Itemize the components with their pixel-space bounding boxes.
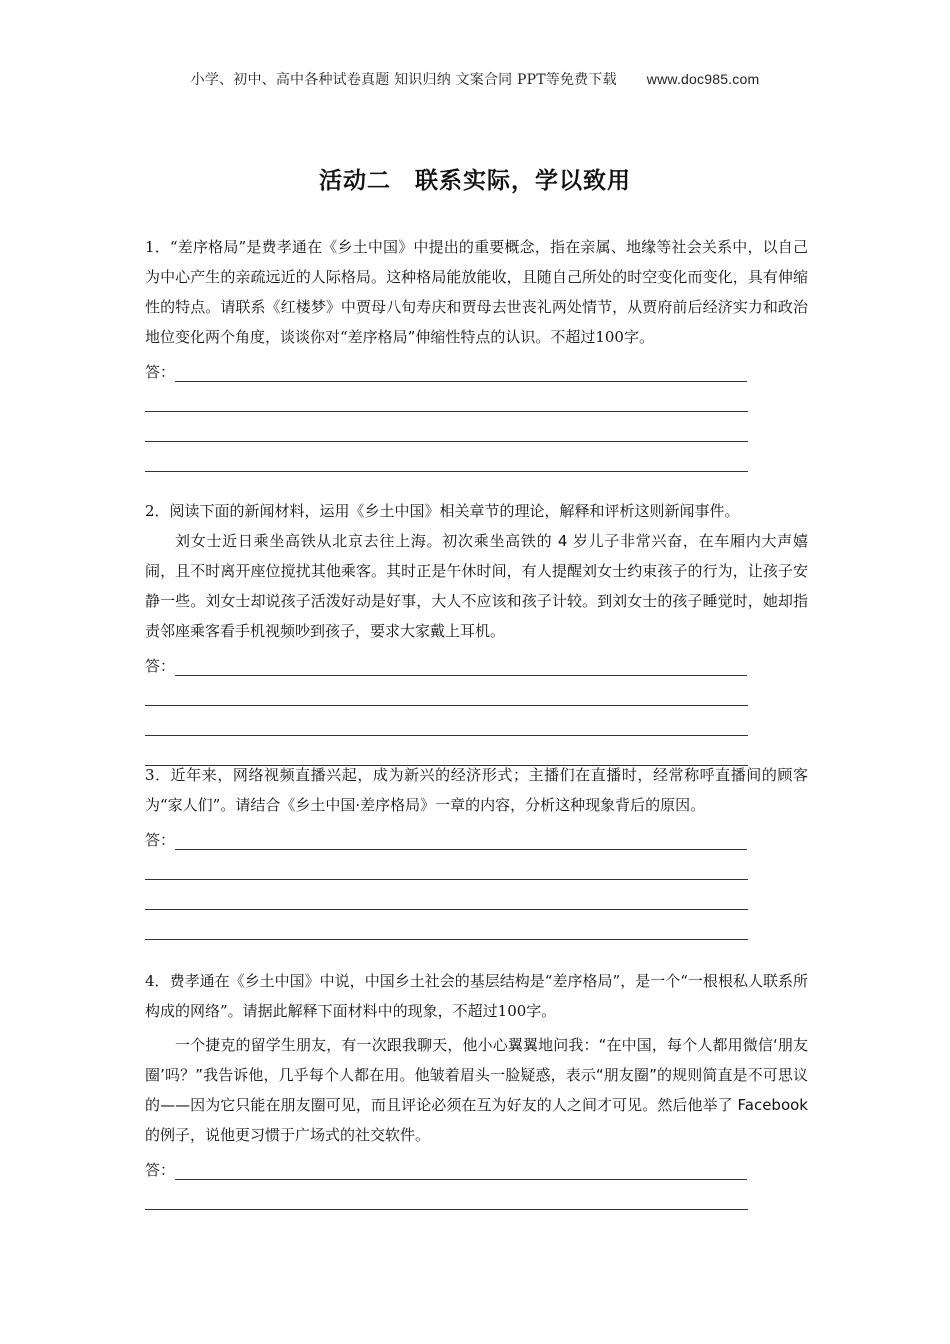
answer-blank[interactable] [145, 412, 748, 442]
answer-blank[interactable] [145, 676, 748, 706]
question-3 [145, 760, 808, 940]
answer-blank[interactable] [145, 850, 748, 880]
answer-blank[interactable] [175, 361, 747, 382]
answer-blank[interactable] [175, 655, 747, 676]
header-text: 小学、初中、高中各种试卷真题 知识归纳 文案合同 PPT等免费下载 [190, 72, 617, 88]
answer-line [145, 352, 808, 382]
answer-blank[interactable] [145, 442, 748, 472]
answer-blank[interactable] [145, 706, 748, 736]
answer-label: 答： [145, 657, 176, 675]
page-header [0, 69, 950, 89]
question-2 [145, 496, 808, 766]
question-prompt: 1．“差序格局”是费孝通在《乡土中国》中提出的重要概念，指在亲属、地缘等社会关系中，以自己为中心产生的亲疏远近的人际格局。这种格局能放能收，且随自己所处的时空变化而变化，具有伸缩性的特点。请联系《红楼梦》中贾母八旬寿庆和贾母去世丧礼两处情节，从贾府前后经济实力和政治地位变化两个角度，谈谈你对“差序格局”伸缩性特点的认识。不超过100字。 [145, 238, 808, 346]
answer-blank[interactable] [145, 910, 748, 940]
answer-label: 答： [145, 363, 176, 381]
question-1 [145, 232, 808, 472]
answer-blank[interactable] [145, 382, 748, 412]
material-passage: 一个捷克的留学生朋友，有一次跟我聊天，他小心翼翼地问我：“在中国，每个人都用微信‘朋友圈’吗？”我告诉他，几乎每个人都在用。他皱着眉头一脸疑惑，表示“朋友圈”的规则简直是不可思议的——因为它只能在朋友圈可见，而且评论必须在互为好友的人之间才可见。然后他举了 Facebook 的例子，说他更习惯于广场式的社交软件。 [145, 1036, 808, 1144]
header-site: www.doc985.com [646, 71, 760, 87]
question-prompt: 2．阅读下面的新闻材料，运用《乡土中国》相关章节的理论，解释和评析这则新闻事件。 [145, 502, 740, 520]
question-prompt: 3．近年来，网络视频直播兴起，成为新兴的经济形式；主播们在直播时，经常称呼直播间的顾客为“家人们”。请结合《乡土中国·差序格局》一章的内容，分析这种现象背后的原因。 [145, 766, 808, 814]
answer-blank[interactable] [175, 1159, 747, 1180]
news-passage: 刘女士近日乘坐高铁从北京去往上海。初次乘坐高铁的 4 岁儿子非常兴奋，在车厢内大声嬉闹，且不时离开座位搅扰其他乘客。其时正是午休时间，有人提醒刘女士约束孩子的行为，让孩子安静一些。刘女士却说孩子活泼好动是好事，大人不应该和孩子计较。到刘女士的孩子睡觉时，她却指责邻座乘客看手机视频吵到孩子，要求大家戴上耳机。 [145, 532, 808, 640]
answer-label: 答： [145, 1161, 176, 1179]
answer-blank[interactable] [145, 1180, 748, 1210]
page-title: 活动二 联系实际，学以致用 [319, 168, 631, 194]
answer-label: 答： [145, 831, 176, 849]
question-4 [145, 966, 808, 1210]
answer-line [145, 1150, 808, 1180]
answer-blank[interactable] [175, 829, 747, 850]
question-prompt: 4．费孝通在《乡土中国》中说，中国乡土社会的基层结构是“差序格局”，是一个“一根根私人联系所构成的网络”。请据此解释下面材料中的现象，不超过100字。 [145, 972, 808, 1020]
answer-blank[interactable] [145, 880, 748, 910]
answer-line [145, 820, 808, 850]
answer-line [145, 646, 808, 676]
